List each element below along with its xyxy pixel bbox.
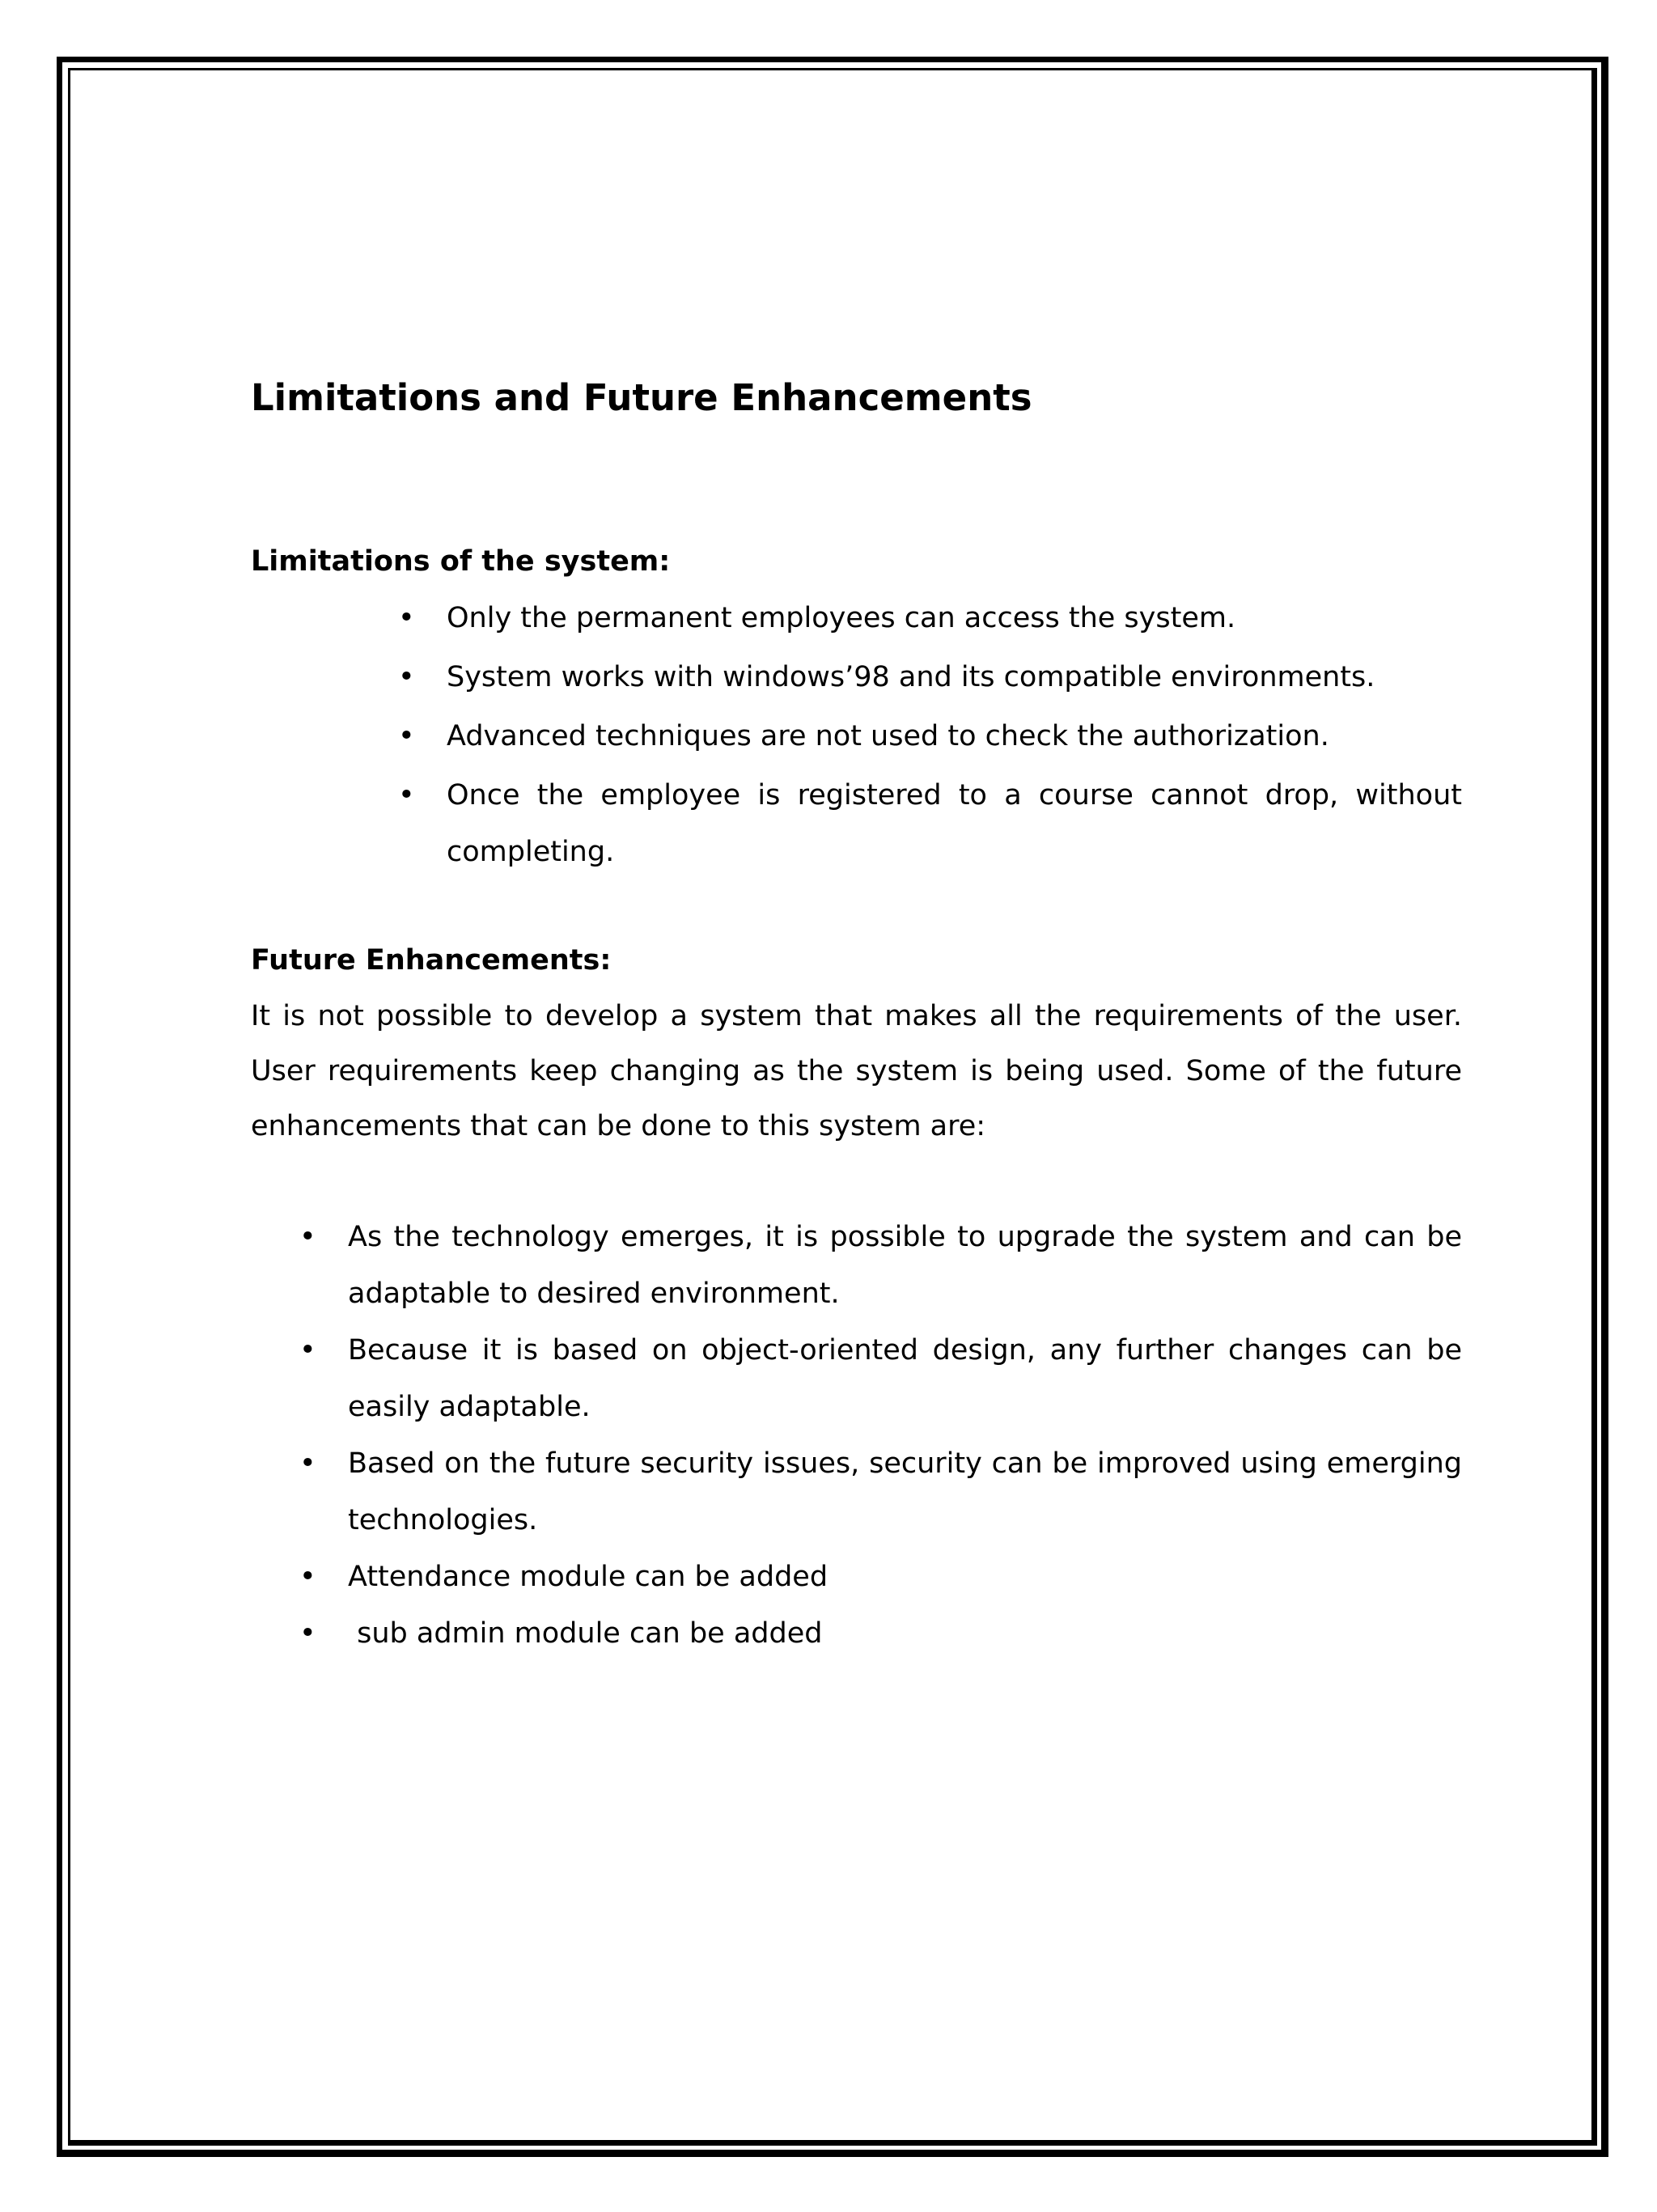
list-item-text: Only the permanent employees can access the system.	[447, 602, 1236, 634]
bullet-icon: •	[398, 720, 415, 752]
list-item-text: Advanced techniques are not used to check the authorization.	[447, 720, 1329, 752]
bullet-icon: •	[398, 661, 415, 693]
list-item-text: System works with windows’98 and its compatible environments.	[447, 661, 1375, 693]
list-item	[251, 590, 1462, 646]
limitations-list	[251, 590, 1462, 880]
list-item	[251, 1549, 1462, 1605]
list-item-text: sub admin module can be added	[348, 1617, 823, 1650]
bullet-icon: •	[398, 602, 415, 634]
list-item	[251, 1605, 1462, 1662]
list-item	[251, 649, 1462, 706]
document-content	[251, 374, 1462, 1662]
list-item-text: Attendance module can be added	[348, 1561, 828, 1593]
bullet-icon: •	[299, 1221, 316, 1253]
future-enhancements-paragraph: It is not possible to develop a system that makes all the requirements of the user. User requirements keep changing as the system is being used. Some of the future enhancements that can be done to this system are:	[251, 1000, 1462, 1142]
limitations-heading: Limitations of the system:	[251, 545, 671, 578]
bullet-icon: •	[299, 1447, 316, 1480]
list-item-text: Once the employee is registered to a course cannot drop, without completing.	[447, 779, 1462, 868]
future-enhancements-list	[251, 1209, 1462, 1662]
list-item-text: Based on the future security issues, security can be improved using emerging technologies.	[348, 1447, 1462, 1536]
list-item	[251, 767, 1462, 880]
list-item-text: Because it is based on object-oriented design, any further changes can be easily adaptable.	[348, 1334, 1462, 1423]
list-item-text: As the technology emerges, it is possible to upgrade the system and can be adaptable to desired environment.	[348, 1221, 1462, 1310]
list-item	[251, 1322, 1462, 1435]
bullet-icon: •	[299, 1617, 316, 1650]
bullet-icon: •	[299, 1561, 316, 1593]
bullet-icon: •	[398, 779, 415, 811]
list-item	[251, 1435, 1462, 1549]
future-enhancements-heading: Future Enhancements:	[251, 944, 612, 977]
bullet-icon: •	[299, 1334, 316, 1367]
list-item	[251, 1209, 1462, 1322]
page-title: Limitations and Future Enhancements	[251, 376, 1032, 419]
list-item	[251, 708, 1462, 765]
